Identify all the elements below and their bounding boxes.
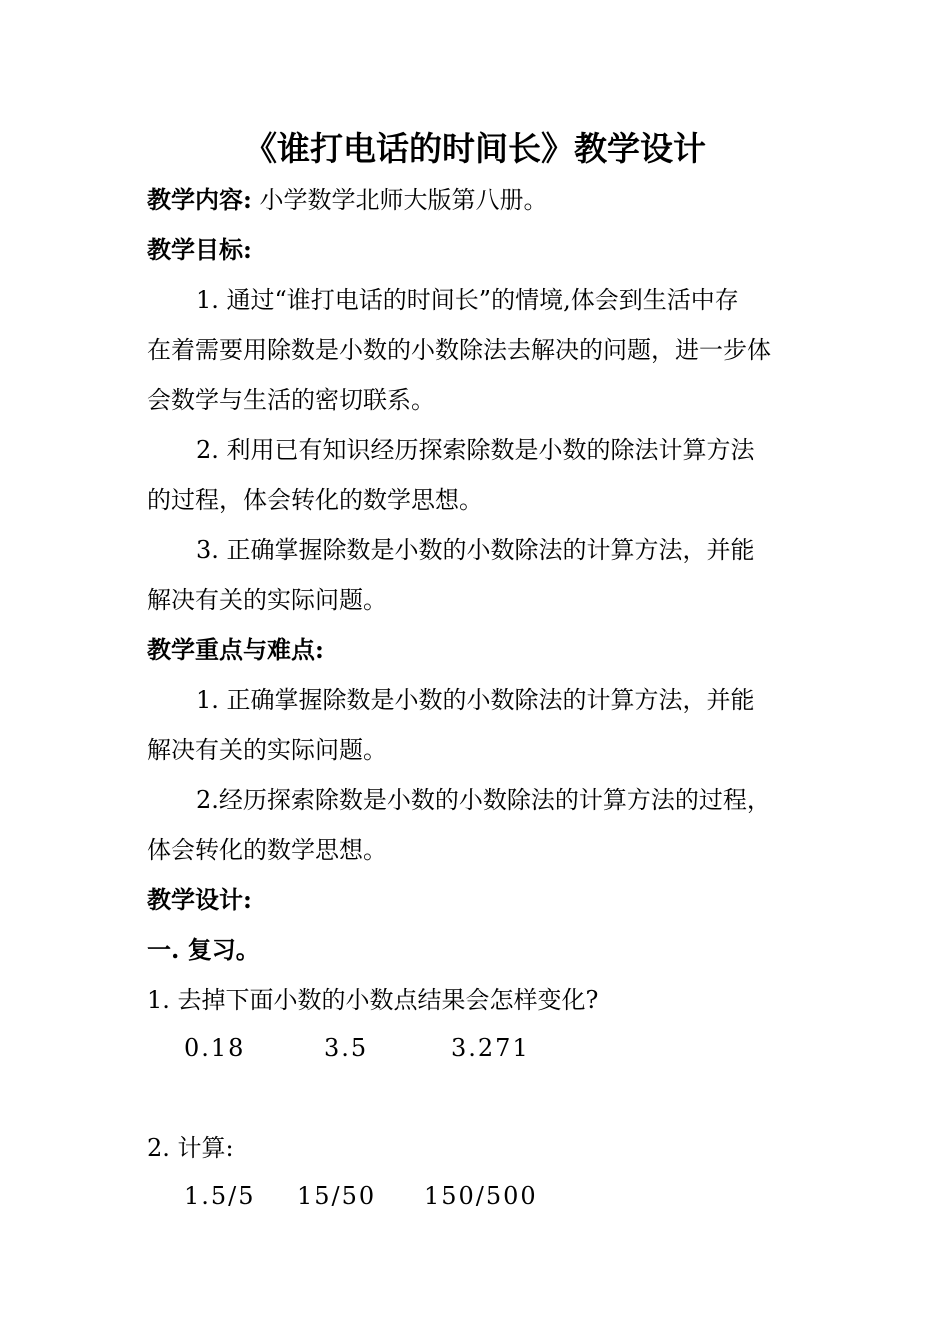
key-point-line-3: 2.经历探索除数是小数的小数除法的计算方法的过程， [196, 786, 771, 814]
objective-line-7: 解决有关的实际问题。 [147, 586, 387, 614]
question-1: 1. 去掉下面小数的小数点结果会怎样变化? [147, 986, 599, 1014]
key-point-line-2: 解决有关的实际问题。 [147, 736, 387, 764]
q1-value-1: 0.18 [184, 1034, 246, 1062]
review-section-heading: 一. 复习。 [147, 935, 260, 964]
objectives-heading: 教学目标: [147, 235, 252, 264]
q2-value-1: 1.5/5 [184, 1182, 256, 1210]
key-point-line-4: 体会转化的数学思想。 [147, 836, 387, 864]
key-point-line-1: 1. 正确掌握除数是小数的小数除法的计算方法，并能 [196, 686, 755, 714]
objective-line-3: 会数学与生活的密切联系。 [147, 386, 435, 414]
q1-value-3: 3.271 [451, 1034, 530, 1062]
q2-value-2: 15/50 [297, 1182, 377, 1210]
question-2: 2. 计算: [147, 1134, 234, 1162]
document-title: 《谁打电话的时间长》教学设计 [244, 129, 706, 168]
key-points-heading: 教学重点与难点: [147, 635, 324, 664]
teaching-content-line [147, 182, 548, 218]
teaching-content-value: 小学数学北师大版第八册。 [259, 186, 548, 214]
teaching-content-label: 教学内容: [147, 185, 252, 214]
q1-value-2: 3.5 [324, 1034, 369, 1062]
q2-value-3: 150/500 [424, 1182, 538, 1210]
design-heading: 教学设计: [147, 885, 252, 914]
objective-line-2: 在着需要用除数是小数的小数除法去解决的问题，进一步体 [147, 336, 771, 364]
objective-line-6: 3. 正确掌握除数是小数的小数除法的计算方法，并能 [196, 536, 755, 564]
objective-line-4: 2. 利用已有知识经历探索除数是小数的除法计算方法 [196, 436, 755, 464]
objective-line-1: 1. 通过“谁打电话的时间长”的情境,体会到生活中存 [196, 286, 739, 314]
objective-line-5: 的过程，体会转化的数学思想。 [147, 486, 483, 514]
